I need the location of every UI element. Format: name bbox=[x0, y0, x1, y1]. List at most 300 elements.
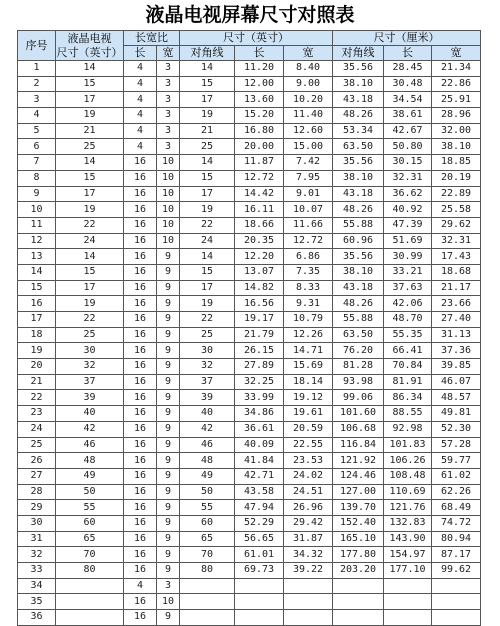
cell-ratio-wide: 9 bbox=[157, 531, 180, 547]
cell-ratio-long: 16 bbox=[124, 343, 157, 359]
table-row bbox=[18, 249, 481, 265]
cell-ratio-long: 16 bbox=[124, 500, 157, 516]
cell-size: 40 bbox=[56, 406, 124, 422]
cell-inch-long: 15.20 bbox=[235, 108, 284, 124]
cell-index: 7 bbox=[18, 155, 56, 171]
cell-cm-long: 101.83 bbox=[384, 437, 432, 453]
cell-size: 19 bbox=[56, 296, 124, 312]
cell-cm-long: 70.84 bbox=[384, 359, 432, 375]
cell-inch-diag: 65 bbox=[180, 531, 235, 547]
cell-index: 21 bbox=[18, 374, 56, 390]
cell-ratio-wide: 9 bbox=[157, 343, 180, 359]
cell-index: 23 bbox=[18, 406, 56, 422]
cell-inch-long: 16.80 bbox=[235, 123, 284, 139]
cell-inch-diag: 17 bbox=[180, 280, 235, 296]
cell-ratio-wide: 9 bbox=[157, 468, 180, 484]
cell-size: 24 bbox=[56, 233, 124, 249]
cell-cm-diag: 127.00 bbox=[333, 484, 384, 500]
cell-cm-diag: 177.80 bbox=[333, 547, 384, 563]
cell-cm-wide: 29.62 bbox=[432, 217, 481, 233]
table-row bbox=[18, 374, 481, 390]
cell-cm-long: 34.54 bbox=[384, 92, 432, 108]
cell-size: 25 bbox=[56, 139, 124, 155]
header-cm-long: 长 bbox=[384, 46, 432, 61]
cell-inch-wide: 10.79 bbox=[284, 312, 333, 328]
cell-cm-long: 51.69 bbox=[384, 233, 432, 249]
cell-cm-long: 154.97 bbox=[384, 547, 432, 563]
table-row bbox=[18, 296, 481, 312]
header-size-line2: 尺寸（英寸） bbox=[56, 45, 123, 59]
cell-ratio-long: 4 bbox=[124, 61, 157, 77]
cell-inch-wide bbox=[284, 594, 333, 610]
cell-inch-diag bbox=[180, 610, 235, 626]
cell-cm-wide: 27.40 bbox=[432, 312, 481, 328]
cell-size: 49 bbox=[56, 468, 124, 484]
cell-cm-wide: 62.26 bbox=[432, 484, 481, 500]
cell-cm-long: 48.70 bbox=[384, 312, 432, 328]
cell-inch-wide: 29.42 bbox=[284, 515, 333, 531]
cell-inch-long: 12.00 bbox=[235, 76, 284, 92]
cell-size: 19 bbox=[56, 202, 124, 218]
cell-inch-wide: 9.31 bbox=[284, 296, 333, 312]
cell-inch-diag: 70 bbox=[180, 547, 235, 563]
header-cm-wide: 宽 bbox=[432, 46, 481, 61]
cell-cm-wide: 22.89 bbox=[432, 186, 481, 202]
cell-ratio-long: 4 bbox=[124, 76, 157, 92]
cell-cm-long: 86.34 bbox=[384, 390, 432, 406]
cell-cm-long: 37.63 bbox=[384, 280, 432, 296]
cell-inch-long: 27.89 bbox=[235, 359, 284, 375]
cell-inch-wide: 24.51 bbox=[284, 484, 333, 500]
cell-size: 55 bbox=[56, 500, 124, 516]
cell-cm-diag: 38.10 bbox=[333, 76, 384, 92]
cell-size: 48 bbox=[56, 453, 124, 469]
cell-cm-wide: 25.58 bbox=[432, 202, 481, 218]
cell-inch-long bbox=[235, 594, 284, 610]
cell-ratio-long: 16 bbox=[124, 233, 157, 249]
cell-inch-long bbox=[235, 578, 284, 594]
cell-size: 32 bbox=[56, 359, 124, 375]
cell-inch-diag bbox=[180, 594, 235, 610]
cell-inch-wide: 8.40 bbox=[284, 61, 333, 77]
cell-index: 8 bbox=[18, 170, 56, 186]
cell-index: 9 bbox=[18, 186, 56, 202]
cell-index: 20 bbox=[18, 359, 56, 375]
cell-ratio-long: 16 bbox=[124, 515, 157, 531]
cell-index: 12 bbox=[18, 233, 56, 249]
cell-cm-long: 132.83 bbox=[384, 515, 432, 531]
table-row bbox=[18, 202, 481, 218]
header-inch-wide: 宽 bbox=[284, 46, 333, 61]
cell-index: 10 bbox=[18, 202, 56, 218]
cell-ratio-long: 16 bbox=[124, 594, 157, 610]
cell-cm-wide: 52.30 bbox=[432, 421, 481, 437]
header-ratio: 长宽比 bbox=[124, 31, 180, 46]
cell-inch-long: 33.99 bbox=[235, 390, 284, 406]
cell-inch-long: 41.84 bbox=[235, 453, 284, 469]
cell-inch-long: 34.86 bbox=[235, 406, 284, 422]
cell-inch-diag bbox=[180, 578, 235, 594]
cell-ratio-long: 16 bbox=[124, 155, 157, 171]
cell-ratio-wide: 3 bbox=[157, 578, 180, 594]
cell-inch-wide: 12.72 bbox=[284, 233, 333, 249]
cell-size: 46 bbox=[56, 437, 124, 453]
cell-inch-wide: 22.55 bbox=[284, 437, 333, 453]
cell-ratio-wide: 10 bbox=[157, 594, 180, 610]
cell-ratio-long: 16 bbox=[124, 327, 157, 343]
cell-ratio-long: 16 bbox=[124, 280, 157, 296]
cell-inch-long: 16.11 bbox=[235, 202, 284, 218]
table-row bbox=[18, 406, 481, 422]
cell-cm-diag: 43.18 bbox=[333, 186, 384, 202]
cell-inch-long bbox=[235, 610, 284, 626]
cell-inch-diag: 32 bbox=[180, 359, 235, 375]
cell-inch-wide: 19.61 bbox=[284, 406, 333, 422]
cell-cm-wide: 57.28 bbox=[432, 437, 481, 453]
cell-cm-diag: 63.50 bbox=[333, 327, 384, 343]
cell-inch-long: 13.07 bbox=[235, 264, 284, 280]
cell-inch-wide: 20.59 bbox=[284, 421, 333, 437]
table-row bbox=[18, 76, 481, 92]
cell-size: 80 bbox=[56, 563, 124, 579]
cell-cm-long: 42.67 bbox=[384, 123, 432, 139]
cell-inch-wide: 19.12 bbox=[284, 390, 333, 406]
cell-inch-wide: 26.96 bbox=[284, 500, 333, 516]
cell-inch-diag: 22 bbox=[180, 217, 235, 233]
cell-ratio-long: 4 bbox=[124, 578, 157, 594]
cell-ratio-wide: 10 bbox=[157, 202, 180, 218]
cell-index: 16 bbox=[18, 296, 56, 312]
cell-cm-wide bbox=[432, 610, 481, 626]
cell-size: 30 bbox=[56, 343, 124, 359]
cell-cm-long: 108.48 bbox=[384, 468, 432, 484]
cell-ratio-wide: 9 bbox=[157, 437, 180, 453]
cell-ratio-long: 16 bbox=[124, 468, 157, 484]
cell-cm-diag: 63.50 bbox=[333, 139, 384, 155]
cell-size: 15 bbox=[56, 264, 124, 280]
table-row bbox=[18, 515, 481, 531]
cell-cm-wide: 68.49 bbox=[432, 500, 481, 516]
cell-index: 24 bbox=[18, 421, 56, 437]
cell-inch-wide: 23.53 bbox=[284, 453, 333, 469]
cell-index: 28 bbox=[18, 484, 56, 500]
cell-ratio-wide: 3 bbox=[157, 139, 180, 155]
cell-ratio-wide: 3 bbox=[157, 92, 180, 108]
cell-ratio-long: 16 bbox=[124, 374, 157, 390]
cell-cm-diag bbox=[333, 610, 384, 626]
cell-ratio-wide: 10 bbox=[157, 155, 180, 171]
cell-ratio-long: 16 bbox=[124, 437, 157, 453]
cell-inch-long: 12.72 bbox=[235, 170, 284, 186]
cell-cm-diag: 139.70 bbox=[333, 500, 384, 516]
cell-cm-long: 55.35 bbox=[384, 327, 432, 343]
cell-inch-diag: 24 bbox=[180, 233, 235, 249]
cell-inch-diag: 14 bbox=[180, 61, 235, 77]
cell-inch-long: 26.15 bbox=[235, 343, 284, 359]
cell-inch-wide: 14.71 bbox=[284, 343, 333, 359]
cell-cm-long: 66.41 bbox=[384, 343, 432, 359]
cell-inch-long: 20.35 bbox=[235, 233, 284, 249]
cell-size: 37 bbox=[56, 374, 124, 390]
cell-index: 11 bbox=[18, 217, 56, 233]
cell-cm-long: 40.92 bbox=[384, 202, 432, 218]
table-row bbox=[18, 453, 481, 469]
table-row bbox=[18, 484, 481, 500]
cell-inch-long: 36.61 bbox=[235, 421, 284, 437]
cell-cm-long: 30.15 bbox=[384, 155, 432, 171]
cell-inch-wide: 15.69 bbox=[284, 359, 333, 375]
cell-inch-long: 52.29 bbox=[235, 515, 284, 531]
cell-cm-wide: 21.17 bbox=[432, 280, 481, 296]
table-row bbox=[18, 531, 481, 547]
table-row bbox=[18, 547, 481, 563]
cell-size: 60 bbox=[56, 515, 124, 531]
cell-inch-diag: 60 bbox=[180, 515, 235, 531]
cell-size: 17 bbox=[56, 280, 124, 296]
cell-size: 22 bbox=[56, 312, 124, 328]
cell-cm-diag: 203.20 bbox=[333, 563, 384, 579]
cell-cm-long: 33.21 bbox=[384, 264, 432, 280]
cell-size bbox=[56, 578, 124, 594]
cell-ratio-long: 4 bbox=[124, 123, 157, 139]
cell-index: 5 bbox=[18, 123, 56, 139]
cell-ratio-wide: 9 bbox=[157, 390, 180, 406]
cell-cm-diag: 124.46 bbox=[333, 468, 384, 484]
cell-inch-wide bbox=[284, 578, 333, 594]
cell-inch-diag: 15 bbox=[180, 170, 235, 186]
cell-size: 15 bbox=[56, 170, 124, 186]
cell-cm-diag: 43.18 bbox=[333, 92, 384, 108]
cell-inch-long: 18.66 bbox=[235, 217, 284, 233]
cell-inch-wide: 24.02 bbox=[284, 468, 333, 484]
table-row bbox=[18, 233, 481, 249]
cell-ratio-long: 16 bbox=[124, 249, 157, 265]
table-row bbox=[18, 312, 481, 328]
cell-cm-wide: 20.19 bbox=[432, 170, 481, 186]
cell-index: 35 bbox=[18, 594, 56, 610]
cell-cm-diag: 121.92 bbox=[333, 453, 384, 469]
table-row bbox=[18, 217, 481, 233]
cell-ratio-long: 16 bbox=[124, 563, 157, 579]
cell-size: 19 bbox=[56, 108, 124, 124]
cell-ratio-wide: 9 bbox=[157, 296, 180, 312]
cell-ratio-long: 16 bbox=[124, 453, 157, 469]
table-row bbox=[18, 421, 481, 437]
cell-cm-diag: 116.84 bbox=[333, 437, 384, 453]
cell-index: 22 bbox=[18, 390, 56, 406]
cell-cm-diag bbox=[333, 578, 384, 594]
cell-ratio-wide: 9 bbox=[157, 563, 180, 579]
cell-cm-long: 36.62 bbox=[384, 186, 432, 202]
size-table bbox=[17, 30, 481, 626]
cell-cm-wide: 18.68 bbox=[432, 264, 481, 280]
cell-inch-diag: 22 bbox=[180, 312, 235, 328]
header-cm-group: 尺寸（厘米） bbox=[333, 31, 481, 46]
cell-inch-wide: 9.01 bbox=[284, 186, 333, 202]
cell-size bbox=[56, 594, 124, 610]
cell-inch-wide: 15.00 bbox=[284, 139, 333, 155]
cell-inch-diag: 46 bbox=[180, 437, 235, 453]
cell-inch-diag: 30 bbox=[180, 343, 235, 359]
cell-cm-long bbox=[384, 610, 432, 626]
table-row bbox=[18, 468, 481, 484]
cell-cm-diag: 93.98 bbox=[333, 374, 384, 390]
cell-ratio-long: 16 bbox=[124, 217, 157, 233]
table-row bbox=[18, 170, 481, 186]
cell-cm-wide: 17.43 bbox=[432, 249, 481, 265]
cell-inch-diag: 14 bbox=[180, 155, 235, 171]
cell-index: 1 bbox=[18, 61, 56, 77]
cell-ratio-wide: 10 bbox=[157, 170, 180, 186]
cell-inch-diag: 39 bbox=[180, 390, 235, 406]
cell-ratio-long: 16 bbox=[124, 264, 157, 280]
cell-ratio-wide: 10 bbox=[157, 217, 180, 233]
table-row bbox=[18, 155, 481, 171]
cell-inch-diag: 49 bbox=[180, 468, 235, 484]
cell-ratio-long: 16 bbox=[124, 406, 157, 422]
cell-inch-wide: 7.35 bbox=[284, 264, 333, 280]
cell-ratio-wide: 9 bbox=[157, 264, 180, 280]
table-row bbox=[18, 390, 481, 406]
cell-inch-diag: 14 bbox=[180, 249, 235, 265]
cell-index: 36 bbox=[18, 610, 56, 626]
cell-inch-long: 32.25 bbox=[235, 374, 284, 390]
cell-ratio-long: 16 bbox=[124, 359, 157, 375]
header-cm-diag: 对角线 bbox=[333, 46, 384, 61]
cell-cm-long: 81.91 bbox=[384, 374, 432, 390]
cell-index: 26 bbox=[18, 453, 56, 469]
cell-size: 14 bbox=[56, 155, 124, 171]
cell-inch-long: 12.20 bbox=[235, 249, 284, 265]
cell-size: 21 bbox=[56, 123, 124, 139]
cell-cm-diag: 55.88 bbox=[333, 217, 384, 233]
cell-ratio-long: 16 bbox=[124, 610, 157, 626]
cell-ratio-wide: 9 bbox=[157, 406, 180, 422]
cell-cm-wide: 31.13 bbox=[432, 327, 481, 343]
cell-inch-long: 14.82 bbox=[235, 280, 284, 296]
cell-ratio-long: 16 bbox=[124, 547, 157, 563]
cell-ratio-wide: 9 bbox=[157, 484, 180, 500]
cell-size: 17 bbox=[56, 92, 124, 108]
cell-cm-long: 28.45 bbox=[384, 61, 432, 77]
cell-inch-wide: 11.66 bbox=[284, 217, 333, 233]
cell-ratio-long: 16 bbox=[124, 202, 157, 218]
cell-index: 30 bbox=[18, 515, 56, 531]
cell-ratio-wide: 10 bbox=[157, 233, 180, 249]
cell-inch-diag: 50 bbox=[180, 484, 235, 500]
cell-inch-long: 16.56 bbox=[235, 296, 284, 312]
cell-inch-long: 42.71 bbox=[235, 468, 284, 484]
cell-inch-wide: 31.87 bbox=[284, 531, 333, 547]
cell-inch-diag: 21 bbox=[180, 123, 235, 139]
cell-ratio-long: 16 bbox=[124, 170, 157, 186]
cell-index: 19 bbox=[18, 343, 56, 359]
cell-inch-wide: 10.07 bbox=[284, 202, 333, 218]
cell-cm-diag: 60.96 bbox=[333, 233, 384, 249]
cell-ratio-wide: 9 bbox=[157, 547, 180, 563]
cell-cm-wide: 46.07 bbox=[432, 374, 481, 390]
cell-cm-wide: 22.86 bbox=[432, 76, 481, 92]
cell-index: 18 bbox=[18, 327, 56, 343]
table-row bbox=[18, 139, 481, 155]
cell-inch-long: 56.65 bbox=[235, 531, 284, 547]
cell-inch-wide: 6.86 bbox=[284, 249, 333, 265]
cell-index: 6 bbox=[18, 139, 56, 155]
table-row bbox=[18, 343, 481, 359]
cell-cm-diag: 35.56 bbox=[333, 249, 384, 265]
table-row bbox=[18, 359, 481, 375]
cell-cm-diag bbox=[333, 594, 384, 610]
cell-cm-diag: 43.18 bbox=[333, 280, 384, 296]
cell-inch-diag: 40 bbox=[180, 406, 235, 422]
cell-inch-long: 11.87 bbox=[235, 155, 284, 171]
cell-inch-diag: 37 bbox=[180, 374, 235, 390]
cell-cm-wide bbox=[432, 578, 481, 594]
cell-index: 34 bbox=[18, 578, 56, 594]
header-size bbox=[56, 31, 124, 61]
cell-inch-diag: 15 bbox=[180, 76, 235, 92]
cell-ratio-wide: 3 bbox=[157, 61, 180, 77]
cell-cm-diag: 53.34 bbox=[333, 123, 384, 139]
cell-index: 33 bbox=[18, 563, 56, 579]
cell-inch-wide: 39.22 bbox=[284, 563, 333, 579]
cell-ratio-wide: 9 bbox=[157, 359, 180, 375]
cell-inch-long: 20.00 bbox=[235, 139, 284, 155]
cell-cm-wide: 87.17 bbox=[432, 547, 481, 563]
cell-cm-diag: 38.10 bbox=[333, 264, 384, 280]
cell-ratio-wide: 9 bbox=[157, 280, 180, 296]
cell-cm-wide: 48.57 bbox=[432, 390, 481, 406]
cell-cm-diag: 48.26 bbox=[333, 108, 384, 124]
cell-ratio-wide: 9 bbox=[157, 327, 180, 343]
cell-size: 22 bbox=[56, 217, 124, 233]
header-ratio-wide: 宽 bbox=[157, 46, 180, 61]
cell-inch-wide: 9.00 bbox=[284, 76, 333, 92]
cell-cm-long: 30.99 bbox=[384, 249, 432, 265]
cell-cm-long: 38.61 bbox=[384, 108, 432, 124]
table-row bbox=[18, 108, 481, 124]
cell-inch-long: 47.94 bbox=[235, 500, 284, 516]
cell-index: 15 bbox=[18, 280, 56, 296]
cell-inch-long: 21.79 bbox=[235, 327, 284, 343]
table-row bbox=[18, 594, 481, 610]
cell-ratio-wide: 9 bbox=[157, 421, 180, 437]
cell-inch-wide: 18.14 bbox=[284, 374, 333, 390]
cell-size: 14 bbox=[56, 249, 124, 265]
cell-cm-long: 110.69 bbox=[384, 484, 432, 500]
cell-size: 15 bbox=[56, 76, 124, 92]
cell-cm-long: 106.26 bbox=[384, 453, 432, 469]
cell-cm-long: 42.06 bbox=[384, 296, 432, 312]
page-title: 液晶电视屏幕尺寸对照表 bbox=[145, 4, 355, 26]
cell-cm-diag: 48.26 bbox=[333, 296, 384, 312]
cell-inch-long: 43.58 bbox=[235, 484, 284, 500]
cell-cm-long: 47.39 bbox=[384, 217, 432, 233]
cell-size: 70 bbox=[56, 547, 124, 563]
table-row bbox=[18, 123, 481, 139]
cell-size: 25 bbox=[56, 327, 124, 343]
cell-index: 13 bbox=[18, 249, 56, 265]
cell-index: 31 bbox=[18, 531, 56, 547]
cell-ratio-long: 16 bbox=[124, 531, 157, 547]
cell-cm-long: 88.55 bbox=[384, 406, 432, 422]
header-inch-group: 尺寸（英寸） bbox=[180, 31, 333, 46]
cell-inch-diag: 19 bbox=[180, 108, 235, 124]
cell-inch-wide: 10.20 bbox=[284, 92, 333, 108]
cell-cm-long bbox=[384, 594, 432, 610]
cell-inch-diag: 15 bbox=[180, 264, 235, 280]
cell-ratio-wide: 9 bbox=[157, 249, 180, 265]
